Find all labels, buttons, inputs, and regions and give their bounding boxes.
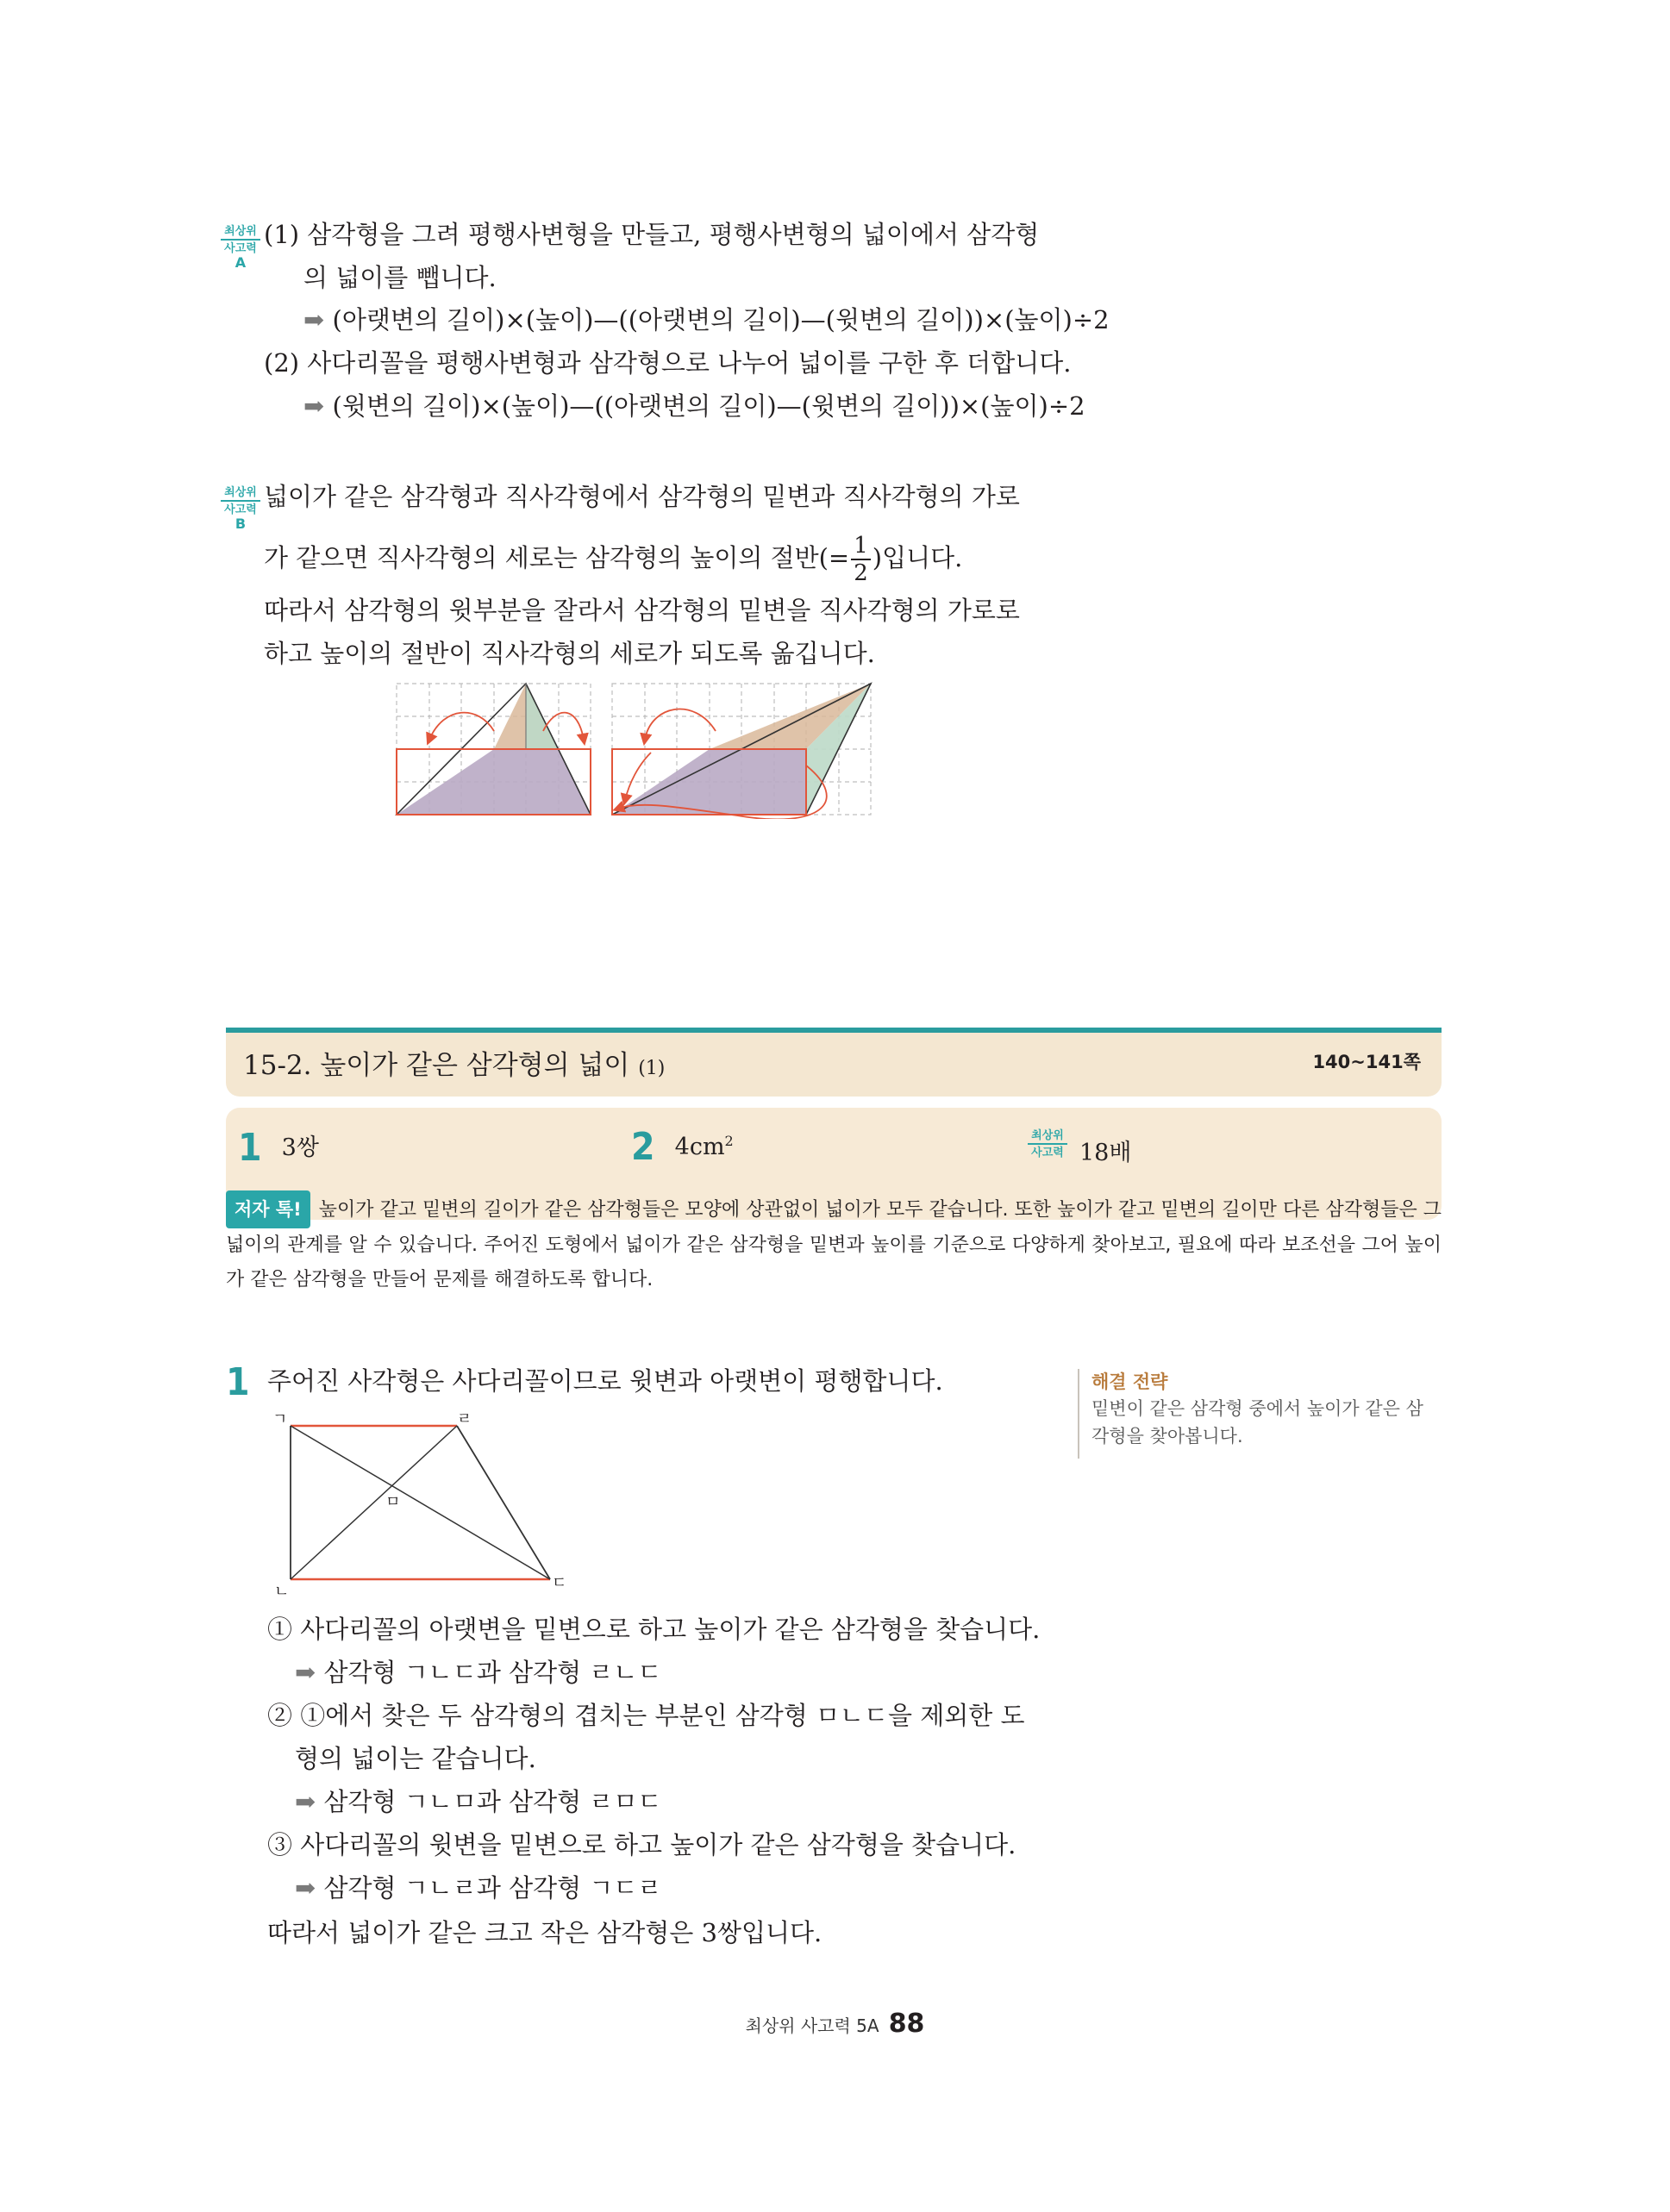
a-item2-formula-row	[303, 389, 1085, 423]
strategy-line2: 각형을 찾아봅니다.	[1091, 1426, 1243, 1447]
fraction-numerator: 1	[851, 534, 871, 560]
b-line1: 넓이가 같은 삼각형과 직사각형에서 삼각형의 밑변과 직사각형의 가로	[264, 482, 1020, 511]
strategy-line1: 밑변이 같은 삼각형 중에서 높이가 같은 삼	[1091, 1398, 1423, 1419]
section-title: 15-2. 높이가 같은 삼각형의 넓이	[243, 1050, 630, 1081]
author-tip	[226, 1190, 1442, 1297]
badge-line2: 사고력	[224, 242, 257, 255]
answer-number: 2	[631, 1125, 655, 1169]
answer-3-badge	[1028, 1130, 1067, 1159]
arrow-icon: ➡	[295, 1873, 316, 1903]
badge-line1: 최상위	[221, 487, 260, 502]
diagonal-bd	[291, 1426, 457, 1579]
page-number: 88	[888, 2009, 925, 2039]
step-3-answer: 삼각형 ㄱㄴㄹ과 삼각형 ㄱㄷㄹ	[323, 1873, 662, 1903]
vertex-label-bottom-left: ㄴ	[274, 1583, 290, 1601]
step-2-answer-row	[295, 1784, 661, 1819]
arrow-icon: ➡	[303, 305, 325, 334]
fraction-denominator: 2	[854, 560, 868, 586]
section-title-suffix: (1)	[638, 1058, 666, 1079]
arrow-icon: ➡	[303, 391, 325, 421]
section-pages: 140~141쪽	[1312, 1052, 1421, 1072]
step-2-line1: ② ①에서 찾은 두 삼각형의 겹치는 부분인 삼각형 ㅁㄴㄷ을 제외한 도	[267, 1701, 1025, 1730]
tip-text: 높이가 같고 밑변의 길이가 같은 삼각형들은 모양에 상관없이 넓이가 모두 같습니다. 또한 높이가 같고 밑변의 길이만 다른 삼각형들은 그 넓이의 관계를 알 수 있습니다. 주어진 도형에서 넓이가 같은 삼각형을 밑변과 높이를 기준으로 다양하게 찾아보고, 필요에 따라 보조선을 그어 높이가 같은 삼각형을 만들어 문제를 해결하도록 합니다.	[226, 1199, 1442, 1290]
triangle-rectangle-figure	[392, 679, 892, 819]
step-1: ① 사다리꼴의 아랫변을 밑변으로 하고 높이가 같은 삼각형을 찾습니다.	[267, 1615, 1041, 1644]
badge-line1: 최상위	[221, 226, 260, 241]
fraction-half	[851, 534, 871, 584]
step-3-answer-row	[295, 1871, 661, 1905]
answer-1	[238, 1126, 319, 1170]
answer-number: 1	[238, 1126, 262, 1170]
answer-text	[675, 1134, 734, 1160]
b-line2-pre: 가 같으면 직사각형의 세로는 삼각형의 높이의 절반(=	[264, 543, 850, 572]
problem-intro: 주어진 사각형은 사다리꼴이므로 윗변과 아랫변이 평행합니다.	[267, 1366, 943, 1396]
answer-2	[631, 1125, 734, 1169]
conclusion: 따라서 넓이가 같은 크고 작은 삼각형은 3쌍입니다.	[267, 1918, 822, 1947]
vertex-label-center: ㅁ	[385, 1493, 401, 1511]
a-item1-formula: (아랫변의 길이)×(높이)—((아랫변의 길이)—(윗변의 길이))×(높이)÷2	[332, 305, 1110, 334]
trapezoid-right-side	[457, 1426, 550, 1579]
a-item2-line1: (2) 사다리꼴을 평행사변형과 삼각형으로 나누어 넓이를 구한 후 더합니다.	[264, 348, 1072, 378]
badge-b	[221, 487, 260, 531]
answer-value: 4cm	[674, 1134, 725, 1160]
arrow-icon: ➡	[295, 1787, 316, 1816]
vertex-label-bottom-right: ㄷ	[552, 1574, 567, 1592]
a-item1-line2: 의 넓이를 뺍니다.	[303, 263, 497, 292]
badge-line1: 최상위	[1028, 1130, 1067, 1145]
badge-a	[221, 226, 260, 270]
answer-3-text: 18배	[1079, 1140, 1132, 1166]
step-2-answer: 삼각형 ㄱㄴㅁ과 삼각형 ㄹㅁㄷ	[323, 1787, 662, 1816]
b-line2	[264, 534, 962, 584]
step-1-answer-row	[295, 1655, 661, 1690]
vertex-label-top-right: ㄹ	[457, 1410, 472, 1428]
answer-text: 3쌍	[281, 1134, 319, 1161]
right-arrow-1	[645, 709, 716, 740]
arrow-icon: ➡	[295, 1658, 316, 1687]
answer-superscript: 2	[724, 1133, 734, 1149]
tip-tag: 저자 톡!	[226, 1190, 310, 1228]
section-header	[226, 1028, 1442, 1097]
diagonal-ac	[291, 1426, 550, 1579]
step-1-answer: 삼각형 ㄱㄴㄷ과 삼각형 ㄹㄴㄷ	[323, 1658, 662, 1687]
footer-book: 최상위 사고력 5A	[745, 2015, 879, 2036]
strategy-box	[1078, 1369, 1448, 1459]
badge-line2: 사고력	[1031, 1147, 1064, 1159]
badge-letter: B	[235, 516, 247, 532]
step-2-line2: 형의 넓이는 같습니다.	[295, 1744, 536, 1773]
step-3: ③ 사다리꼴의 윗변을 밑변으로 하고 높이가 같은 삼각형을 찾습니다.	[267, 1830, 1016, 1859]
problem-number: 1	[226, 1360, 250, 1404]
badge-letter: A	[235, 254, 247, 271]
b-line4: 하고 높이의 절반이 직사각형의 세로가 되도록 옮깁니다.	[264, 639, 875, 668]
section-title-row	[243, 1043, 665, 1082]
b-line3: 따라서 삼각형의 윗부분을 잘라서 삼각형의 밑변을 직사각형의 가로로	[264, 596, 1020, 625]
b-line2-post: )입니다.	[872, 543, 963, 572]
trapezoid-figure	[267, 1407, 586, 1597]
a-item1-formula-row	[303, 303, 1110, 337]
badge-line2: 사고력	[224, 503, 257, 516]
a-item2-formula: (윗변의 길이)×(높이)—((아랫변의 길이)—(윗변의 길이))×(높이)÷2	[332, 391, 1085, 421]
strategy-head: 해결 전략	[1091, 1372, 1168, 1392]
a-item1-line1: (1) 삼각형을 그려 평행사변형을 만들고, 평행사변형의 넓이에서 삼각형	[264, 220, 1040, 249]
left-purple-bottom	[397, 749, 591, 815]
vertex-label-top-left: ㄱ	[272, 1410, 288, 1428]
footer	[0, 2009, 1670, 2039]
